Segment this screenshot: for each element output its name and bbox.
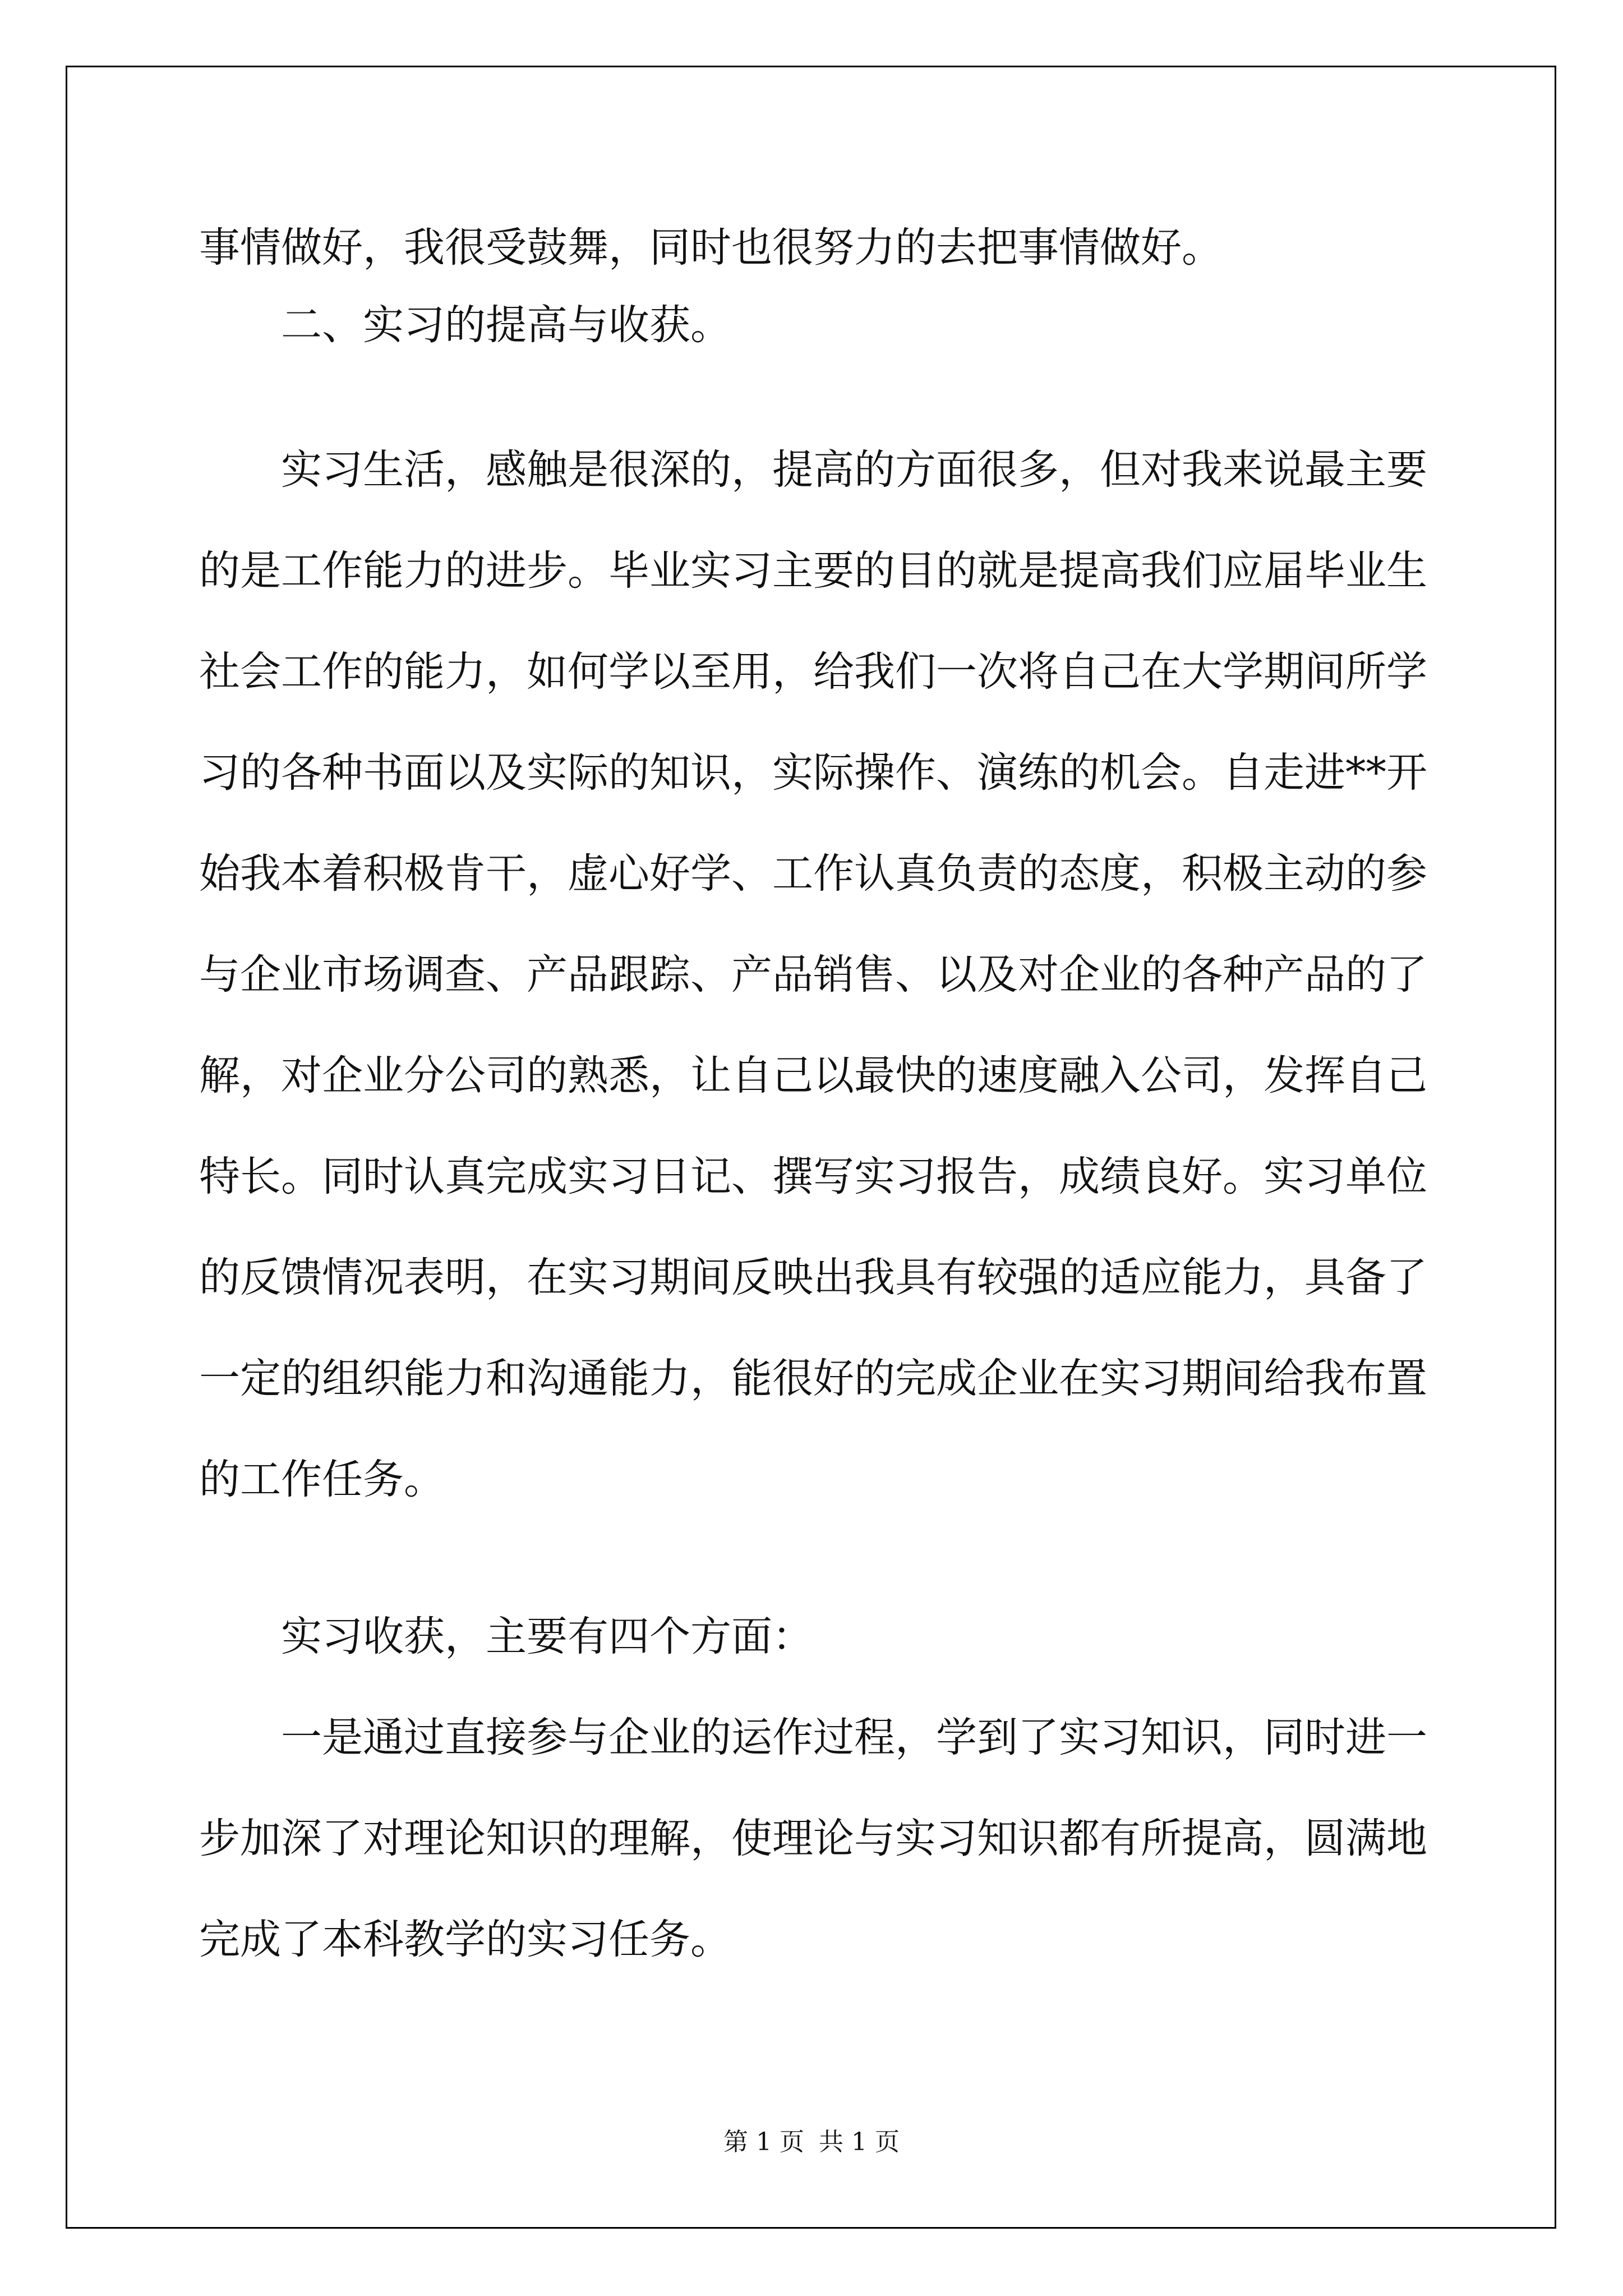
text-line: 事情做好，我很受鼓舞，同时也很努力的去把事情做好。	[199, 224, 1223, 272]
text-line: 习的各种书面以及实际的知识，实际操作、演练的机会。自走进**开	[199, 749, 1427, 797]
text-line: 完成了本科教学的实习任务。	[199, 1916, 731, 1963]
text-line: 一是通过直接参与企业的运作过程，学到了实习知识，同时进一	[281, 1714, 1427, 1761]
text-line: 与企业市场调查、产品跟踪、产品销售、以及对企业的各种产品的了	[199, 951, 1427, 999]
page-border	[66, 66, 1556, 2229]
text-line: 社会工作的能力，如何学以至用，给我们一次将自己在大学期间所学	[199, 648, 1427, 696]
text-line: 实习生活，感触是很深的，提高的方面很多，但对我来说最主要	[281, 446, 1427, 494]
text-line: 的是工作能力的进步。毕业实习主要的目的就是提高我们应届毕业生	[199, 547, 1427, 595]
page-number: 第 1 页	[723, 2128, 804, 2156]
text-line: 解，对企业分公司的熟悉，让自己以最快的速度融入公司，发挥自己	[199, 1052, 1427, 1099]
text-line: 步加深了对理论知识的理解，使理论与实习知识都有所提高，圆满地	[199, 1815, 1427, 1862]
text-line: 一定的组织能力和沟通能力，能很好的完成企业在实习期间给我布置	[199, 1355, 1427, 1402]
text-line: 的工作任务。	[199, 1456, 445, 1503]
page-footer	[0, 2130, 1623, 2155]
page-total: 共 1 页	[819, 2128, 900, 2156]
text-line: 始我本着积极肯干，虚心好学、工作认真负责的态度，积极主动的参	[199, 850, 1427, 898]
section-heading: 二、实习的提高与收获。	[281, 301, 731, 349]
text-line: 的反馈情况表明，在实习期间反映出我具有较强的适应能力，具备了	[199, 1254, 1427, 1301]
text-line: 实习收获，主要有四个方面：	[281, 1613, 813, 1660]
text-line: 特长。同时认真完成实习日记、撰写实习报告，成绩良好。实习单位	[199, 1153, 1427, 1200]
